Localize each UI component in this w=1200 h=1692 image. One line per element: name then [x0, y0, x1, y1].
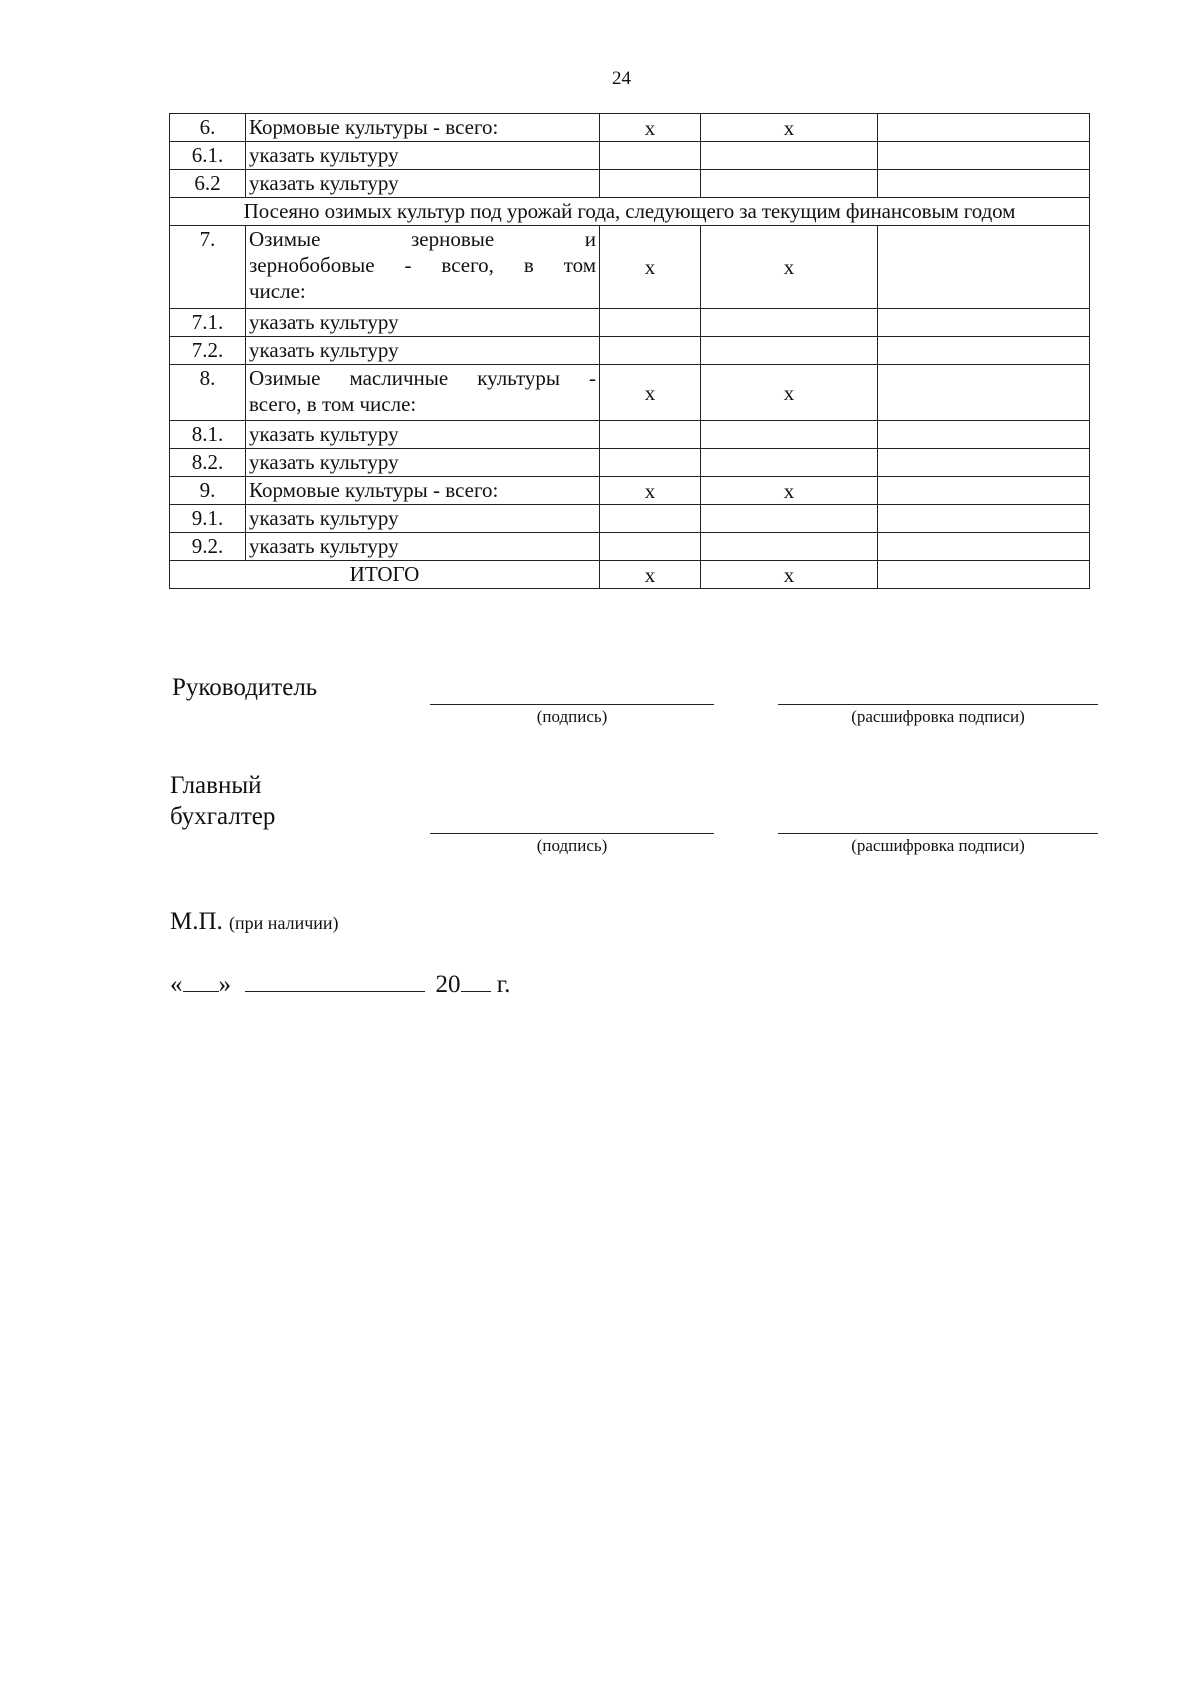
cell-value	[878, 226, 1090, 309]
cell-mark	[701, 533, 878, 561]
cell-mark: x	[701, 114, 878, 142]
cell-mark	[600, 505, 701, 533]
date-close-quote: »	[218, 971, 231, 998]
cell-mark	[701, 449, 878, 477]
total-label: ИТОГО	[170, 561, 600, 589]
stamp-note: (при наличии)	[229, 913, 339, 933]
crop-name: указать культуру	[246, 449, 600, 477]
year-blank[interactable]	[461, 969, 491, 992]
row-number: 8.2.	[170, 449, 246, 477]
cell-mark	[701, 505, 878, 533]
crop-name: Кормовые культуры - всего:	[246, 114, 600, 142]
row-number: 7.	[170, 226, 246, 309]
cell-value	[878, 561, 1090, 589]
table-row	[170, 309, 1090, 337]
stamp-label: М.П.	[170, 908, 223, 935]
crop-name-line: Озимые масличные культуры -	[249, 366, 596, 390]
table-row	[170, 337, 1090, 365]
cell-mark	[600, 309, 701, 337]
row-number: 6.1.	[170, 142, 246, 170]
crop-name-line: числе:	[249, 279, 306, 303]
cell-value	[878, 505, 1090, 533]
cell-mark: x	[600, 365, 701, 421]
cell-value	[878, 477, 1090, 505]
crop-name: указать культуру	[246, 142, 600, 170]
table-row	[170, 477, 1090, 505]
row-number: 6.	[170, 114, 246, 142]
crop-name-line: зернобобовые - всего, в том	[249, 253, 596, 277]
accountant-label-line: бухгалтер	[170, 803, 276, 830]
accountant-decode-caption: (расшифровка подписи)	[851, 836, 1025, 855]
date-open-quote: «	[170, 971, 183, 998]
year-suffix: г.	[496, 971, 511, 998]
cell-mark: x	[701, 365, 878, 421]
table-row	[170, 226, 1090, 309]
crop-name-line: Озимые зерновые и	[249, 227, 596, 251]
cell-mark: x	[600, 114, 701, 142]
crop-name	[246, 226, 600, 309]
cell-mark	[701, 421, 878, 449]
crop-name: указать культуру	[246, 170, 600, 198]
head-signature-caption: (подпись)	[536, 707, 608, 726]
table-row	[170, 365, 1090, 421]
table-row	[170, 505, 1090, 533]
cell-value	[878, 114, 1090, 142]
cell-value	[878, 142, 1090, 170]
cell-mark	[600, 142, 701, 170]
stamp-placeholder	[170, 908, 339, 936]
cell-mark	[600, 421, 701, 449]
cell-mark: x	[600, 226, 701, 309]
cell-value	[878, 449, 1090, 477]
cell-mark	[600, 533, 701, 561]
head-decode-caption: (расшифровка подписи)	[851, 707, 1025, 726]
section-header-row	[170, 198, 1090, 226]
row-number: 9.1.	[170, 505, 246, 533]
cell-mark	[600, 449, 701, 477]
table-row	[170, 142, 1090, 170]
cell-mark: x	[701, 477, 878, 505]
cell-mark: x	[701, 561, 878, 589]
table-row	[170, 421, 1090, 449]
cell-mark	[701, 142, 878, 170]
accountant-label-line: Главный	[170, 772, 262, 799]
cell-mark: x	[600, 477, 701, 505]
cell-value	[878, 365, 1090, 421]
crop-name: указать культуру	[246, 505, 600, 533]
table-row	[170, 170, 1090, 198]
accountant-decode-line[interactable]	[778, 833, 1098, 834]
accountant-signature-line[interactable]	[430, 833, 714, 834]
crop-name: указать культуру	[246, 533, 600, 561]
cell-value	[878, 337, 1090, 365]
cell-mark	[701, 337, 878, 365]
cell-mark	[701, 170, 878, 198]
accountant-signature-caption: (подпись)	[536, 836, 608, 855]
table-row	[170, 533, 1090, 561]
cell-mark: x	[701, 226, 878, 309]
crops-table	[169, 113, 1090, 589]
crop-name: указать культуру	[246, 309, 600, 337]
cell-mark: x	[600, 561, 701, 589]
head-decode-line[interactable]	[778, 704, 1098, 705]
row-number: 8.	[170, 365, 246, 421]
page-number: 24	[612, 68, 631, 89]
crop-name-line: всего, в том числе:	[249, 392, 417, 416]
cell-value	[878, 421, 1090, 449]
head-label: Руководитель	[172, 674, 318, 701]
cell-value	[878, 533, 1090, 561]
row-number: 7.2.	[170, 337, 246, 365]
month-blank[interactable]	[245, 969, 425, 992]
year-prefix: 20	[435, 971, 461, 998]
cell-value	[878, 170, 1090, 198]
head-signature-line[interactable]	[430, 704, 714, 705]
day-blank[interactable]	[183, 969, 219, 992]
row-number: 8.1.	[170, 421, 246, 449]
cell-mark	[600, 170, 701, 198]
crop-name: указать культуру	[246, 337, 600, 365]
row-number: 7.1.	[170, 309, 246, 337]
row-number: 9.2.	[170, 533, 246, 561]
date-line	[170, 969, 510, 999]
crop-name	[246, 365, 600, 421]
crop-name: Кормовые культуры - всего:	[246, 477, 600, 505]
table-row	[170, 449, 1090, 477]
crop-name: указать культуру	[246, 421, 600, 449]
row-number: 9.	[170, 477, 246, 505]
row-number: 6.2	[170, 170, 246, 198]
cell-value	[878, 309, 1090, 337]
total-row	[170, 561, 1090, 589]
table-row	[170, 114, 1090, 142]
accountant-label	[170, 770, 275, 832]
cell-mark	[701, 309, 878, 337]
section-header: Посеяно озимых культур под урожай года, следующего за текущим финансовым годом	[170, 198, 1090, 226]
cell-mark	[600, 337, 701, 365]
